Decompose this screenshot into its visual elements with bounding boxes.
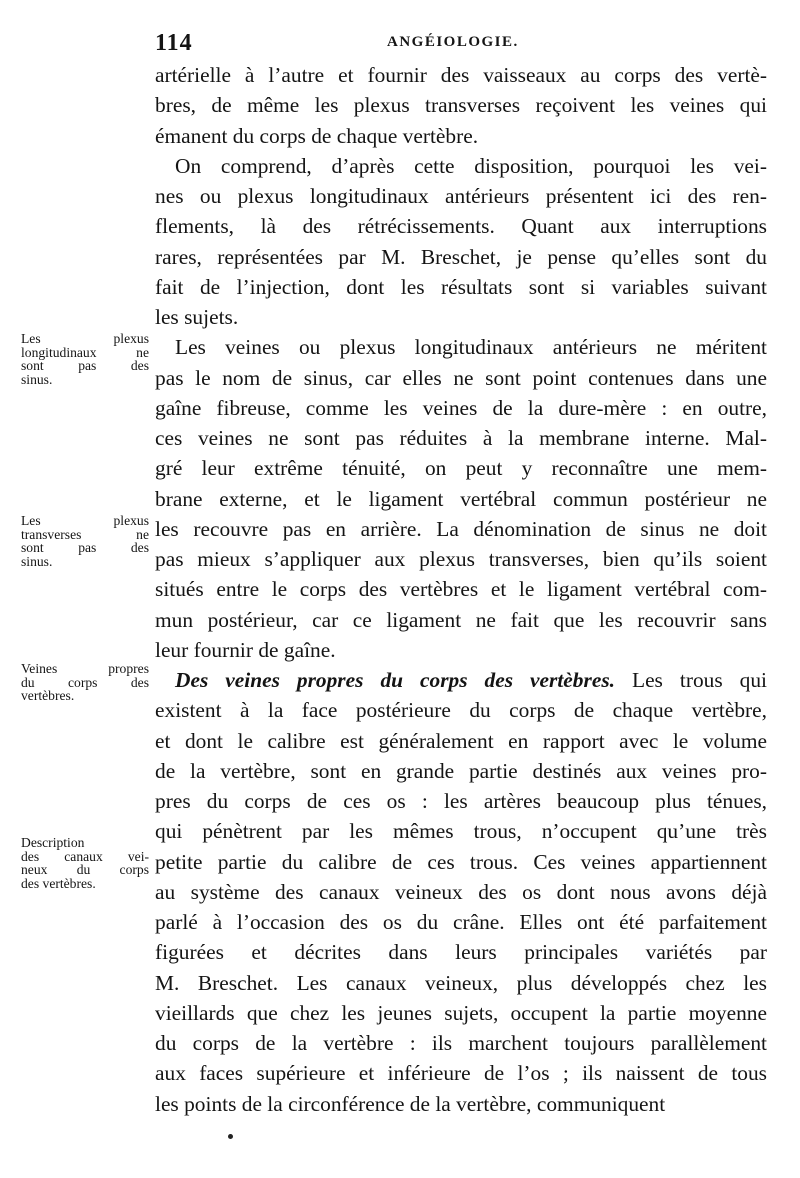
margin-note-plexus-transverses: [21, 514, 149, 568]
margin-note-line: sinus.: [21, 371, 53, 387]
page-header: [155, 30, 767, 56]
margin-note-line: Description: [21, 835, 85, 850]
text-line: gaîne fibreuse, comme les veines de la dure-mère : en outre,: [155, 395, 767, 420]
text-line: M. Breschet. Les canaux veineux, plus développés chez les: [155, 970, 767, 995]
text-line: et dont le calibre est généralement en rapport avec le volume: [155, 728, 767, 753]
section-heading: Des veines propres du corps des vertèbres.: [175, 668, 615, 692]
margin-note-line: des vertèbres.: [21, 875, 96, 891]
text-line: aux faces supérieure et inférieure de l’os ; ils naissent de tous: [155, 1061, 767, 1086]
text-line: petite partie du calibre de ces trous. Ces veines appartiennent: [155, 849, 767, 874]
text-line: parlé à l’occasion des os du crâne. Elles ont été parfaitement: [155, 910, 767, 934]
margin-note-line: des canaux vei-: [21, 848, 149, 864]
text-line: pas le nom de sinus, car elles ne sont point contenues dans une: [155, 365, 767, 390]
margin-note-line: sont pas des: [21, 358, 149, 373]
margin-note-veines-propres: [21, 662, 149, 703]
text-line: pas mieux s’appliquer aux plexus transverses, bien qu’ils soient: [155, 547, 767, 571]
margin-note-line: sinus.: [21, 553, 53, 569]
text-line: qui pénètrent par les mêmes trous, n’occupent qu’une très: [155, 819, 767, 844]
running-head: ANGÉIOLOGIE.: [387, 34, 519, 50]
text-line-tail: Les trous qui: [632, 668, 767, 692]
margin-note-line: neux du corps: [21, 862, 149, 877]
margin-note-plexus-longitudinaux: [21, 332, 149, 386]
text-line: nes ou plexus longitudinaux antérieurs présentent ici des ren-: [155, 184, 767, 208]
margin-note-line: longitudinaux ne: [21, 344, 149, 360]
text-line: artérielle à l’autre et fournir des vaisseaux au corps des vertè-: [155, 63, 767, 87]
text-line: On comprend, d’après cette disposition, pourquoi les vei-: [175, 153, 767, 178]
text-line: rares, représentées par M. Breschet, je pense qu’elles sont du: [155, 244, 767, 269]
margin-note-line: Les plexus: [21, 513, 149, 528]
text-line: mun postérieur, car ce ligament ne fait que les recouvrir sans: [155, 607, 767, 632]
ink-dot: [228, 1134, 233, 1139]
text-line: ces veines ne sont pas réduites à la membrane interne. Mal-: [155, 426, 767, 450]
text-line: gré leur extrême ténuité, on peut y reconnaître une mem-: [155, 456, 767, 481]
margin-note-line: du corps des: [21, 674, 149, 690]
text-line: situés entre le corps des vertèbres et le ligament vertébral com-: [155, 577, 767, 602]
text-line: émanent du corps de chaque vertèbre.: [155, 123, 479, 148]
text-line: pres du corps de ces os : les artères beaucoup plus ténues,: [155, 789, 767, 813]
text-line: de la vertèbre, sont en grande partie destinés aux veines pro-: [155, 758, 767, 783]
text-line: figurées et décrites dans leurs principales variétés par: [155, 940, 767, 965]
margin-note-line: transverses ne: [21, 526, 149, 542]
text-line: brane externe, et le ligament vertébral commun postérieur ne: [155, 486, 767, 511]
margin-note-line: Les plexus: [21, 331, 149, 346]
margin-note-line: Veines propres: [21, 661, 149, 676]
text-line: Les veines ou plexus longitudinaux antérieurs ne méritent: [175, 335, 767, 360]
margin-note-line: sont pas des: [21, 540, 149, 555]
text-line: flements, là des rétrécissements. Quant aux interruptions: [155, 214, 767, 239]
text-line: au système des canaux veineux des os dont nous avons déjà: [155, 879, 767, 904]
text-line: [155, 665, 767, 695]
body-text: [155, 60, 767, 1119]
text-line: existent à la face postérieure du corps de chaque vertèbre,: [155, 698, 767, 723]
text-line: vieillards que chez les jeunes sujets, occupent la partie moyenne: [155, 1000, 767, 1025]
page-number: 114: [155, 30, 193, 56]
text-line: leur fournir de gaîne.: [155, 637, 336, 662]
text-line: les sujets.: [155, 305, 239, 329]
text-line: bres, de même les plexus transverses reçoivent les veines qui: [155, 93, 767, 118]
margin-note-line: vertèbres.: [21, 688, 75, 703]
text-line: du corps de la vertèbre : ils marchent toujours parallèlement: [155, 1031, 767, 1055]
margin-note-description-canaux: [21, 836, 149, 890]
text-line: les recouvre pas en arrière. La dénomination de sinus ne doit: [155, 516, 767, 541]
text-line: les points de la circonférence de la vertèbre, communiquent: [155, 1091, 666, 1116]
text-line: fait de l’injection, dont les résultats sont si variables suivant: [155, 274, 767, 299]
